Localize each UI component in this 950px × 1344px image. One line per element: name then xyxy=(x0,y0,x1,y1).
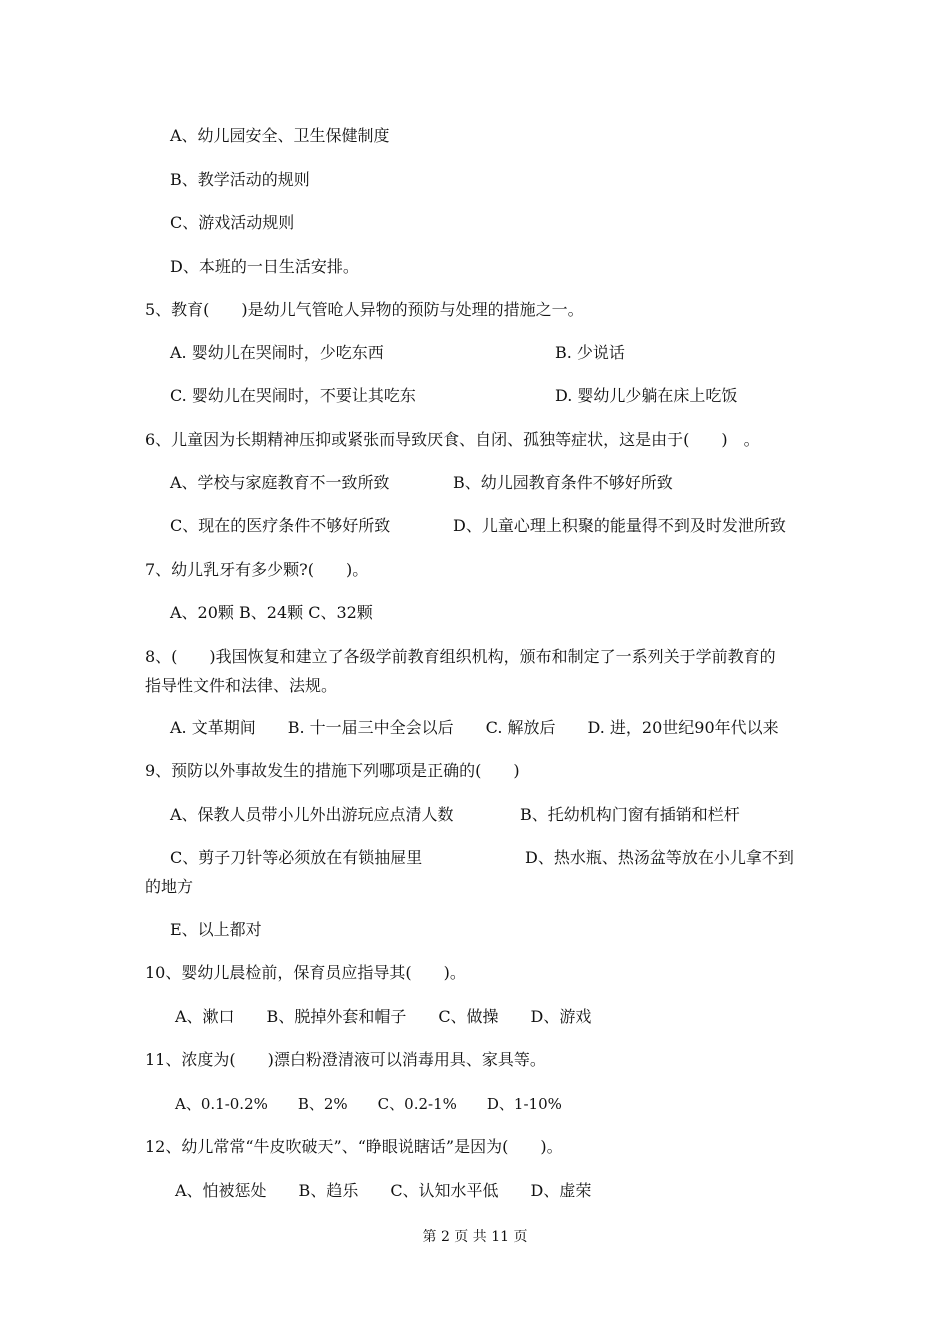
q9-option-d: D、热水瓶、热汤盆等放在小儿拿不到 xyxy=(525,848,794,867)
q8-options: A. 文革期间 B. 十一届三中全会以后 C. 解放后 D. 进，20世纪90年代以来 xyxy=(170,718,779,737)
q9-stem: 9、预防以外事故发生的措施下列哪项是正确的( ) xyxy=(145,761,520,780)
q4-option-a: A、幼儿园安全、卫生保健制度 xyxy=(170,126,390,145)
q7-options: A、20颗 B、24颗 C、32颗 xyxy=(170,603,373,622)
q10-options: A、漱口 B、脱掉外套和帽子 C、做操 D、游戏 xyxy=(175,1007,592,1026)
q9-option-d-continued: 的地方 xyxy=(145,877,194,896)
q6-option-c: C、现在的医疗条件不够好所致 xyxy=(170,516,391,535)
q9-option-e: E、以上都对 xyxy=(170,920,262,939)
q6-option-d: D、儿童心理上积聚的能量得不到及时发泄所致 xyxy=(453,516,786,535)
q4-option-c: C、游戏活动规则 xyxy=(170,213,295,232)
q7-stem: 7、幼儿乳牙有多少颗?( )。 xyxy=(145,560,369,579)
q5-option-c: C. 婴幼儿在哭闹时，不要让其吃东 xyxy=(170,386,416,405)
q4-option-d: D、本班的一日生活安排。 xyxy=(170,257,359,276)
q9-option-a: A、保教人员带小儿外出游玩应点清人数 xyxy=(170,805,454,824)
q12-stem: 12、幼儿常常“牛皮吹破天”、“睁眼说瞎话”是因为( )。 xyxy=(145,1137,563,1156)
q11-options: A、0.1-0.2% B、2% C、0.2-1% D、1-10% xyxy=(175,1095,562,1113)
q5-option-d: D. 婴幼儿少躺在床上吃饭 xyxy=(555,386,738,405)
page-number-footer: 第 2 页 共 11 页 xyxy=(422,1229,528,1245)
q5-option-a: A. 婴幼儿在哭闹时，少吃东西 xyxy=(170,343,384,362)
q9-option-b: B、托幼机构门窗有插销和栏杆 xyxy=(520,805,740,824)
q6-option-b: B、幼儿园教育条件不够好所致 xyxy=(453,473,673,492)
q12-options: A、怕被惩处 B、趋乐 C、认知水平低 D、虚荣 xyxy=(175,1181,592,1200)
q8-stem-line2: 指导性文件和法律、法规。 xyxy=(145,676,338,695)
q11-stem: 11、浓度为( )漂白粉澄清液可以消毒用具、家具等。 xyxy=(145,1050,546,1069)
q6-stem: 6、儿童因为长期精神压抑或紧张而导致厌食、自闭、孤独等症状，这是由于( ) 。 xyxy=(145,430,760,449)
q8-stem-line1: 8、( )我国恢复和建立了各级学前教育组织机构，颁布和制定了一系列关于学前教育的 xyxy=(145,647,776,666)
q5-stem: 5、教育( )是幼儿气管呛人异物的预防与处理的措施之一。 xyxy=(145,300,584,319)
q6-option-a: A、学校与家庭教育不一致所致 xyxy=(170,473,390,492)
q9-option-c: C、剪子刀针等必须放在有锁抽屉里 xyxy=(170,848,423,867)
q4-option-b: B、教学活动的规则 xyxy=(170,170,310,189)
q10-stem: 10、婴幼儿晨检前，保育员应指导其( )。 xyxy=(145,963,466,982)
q5-option-b: B. 少说话 xyxy=(555,343,625,362)
